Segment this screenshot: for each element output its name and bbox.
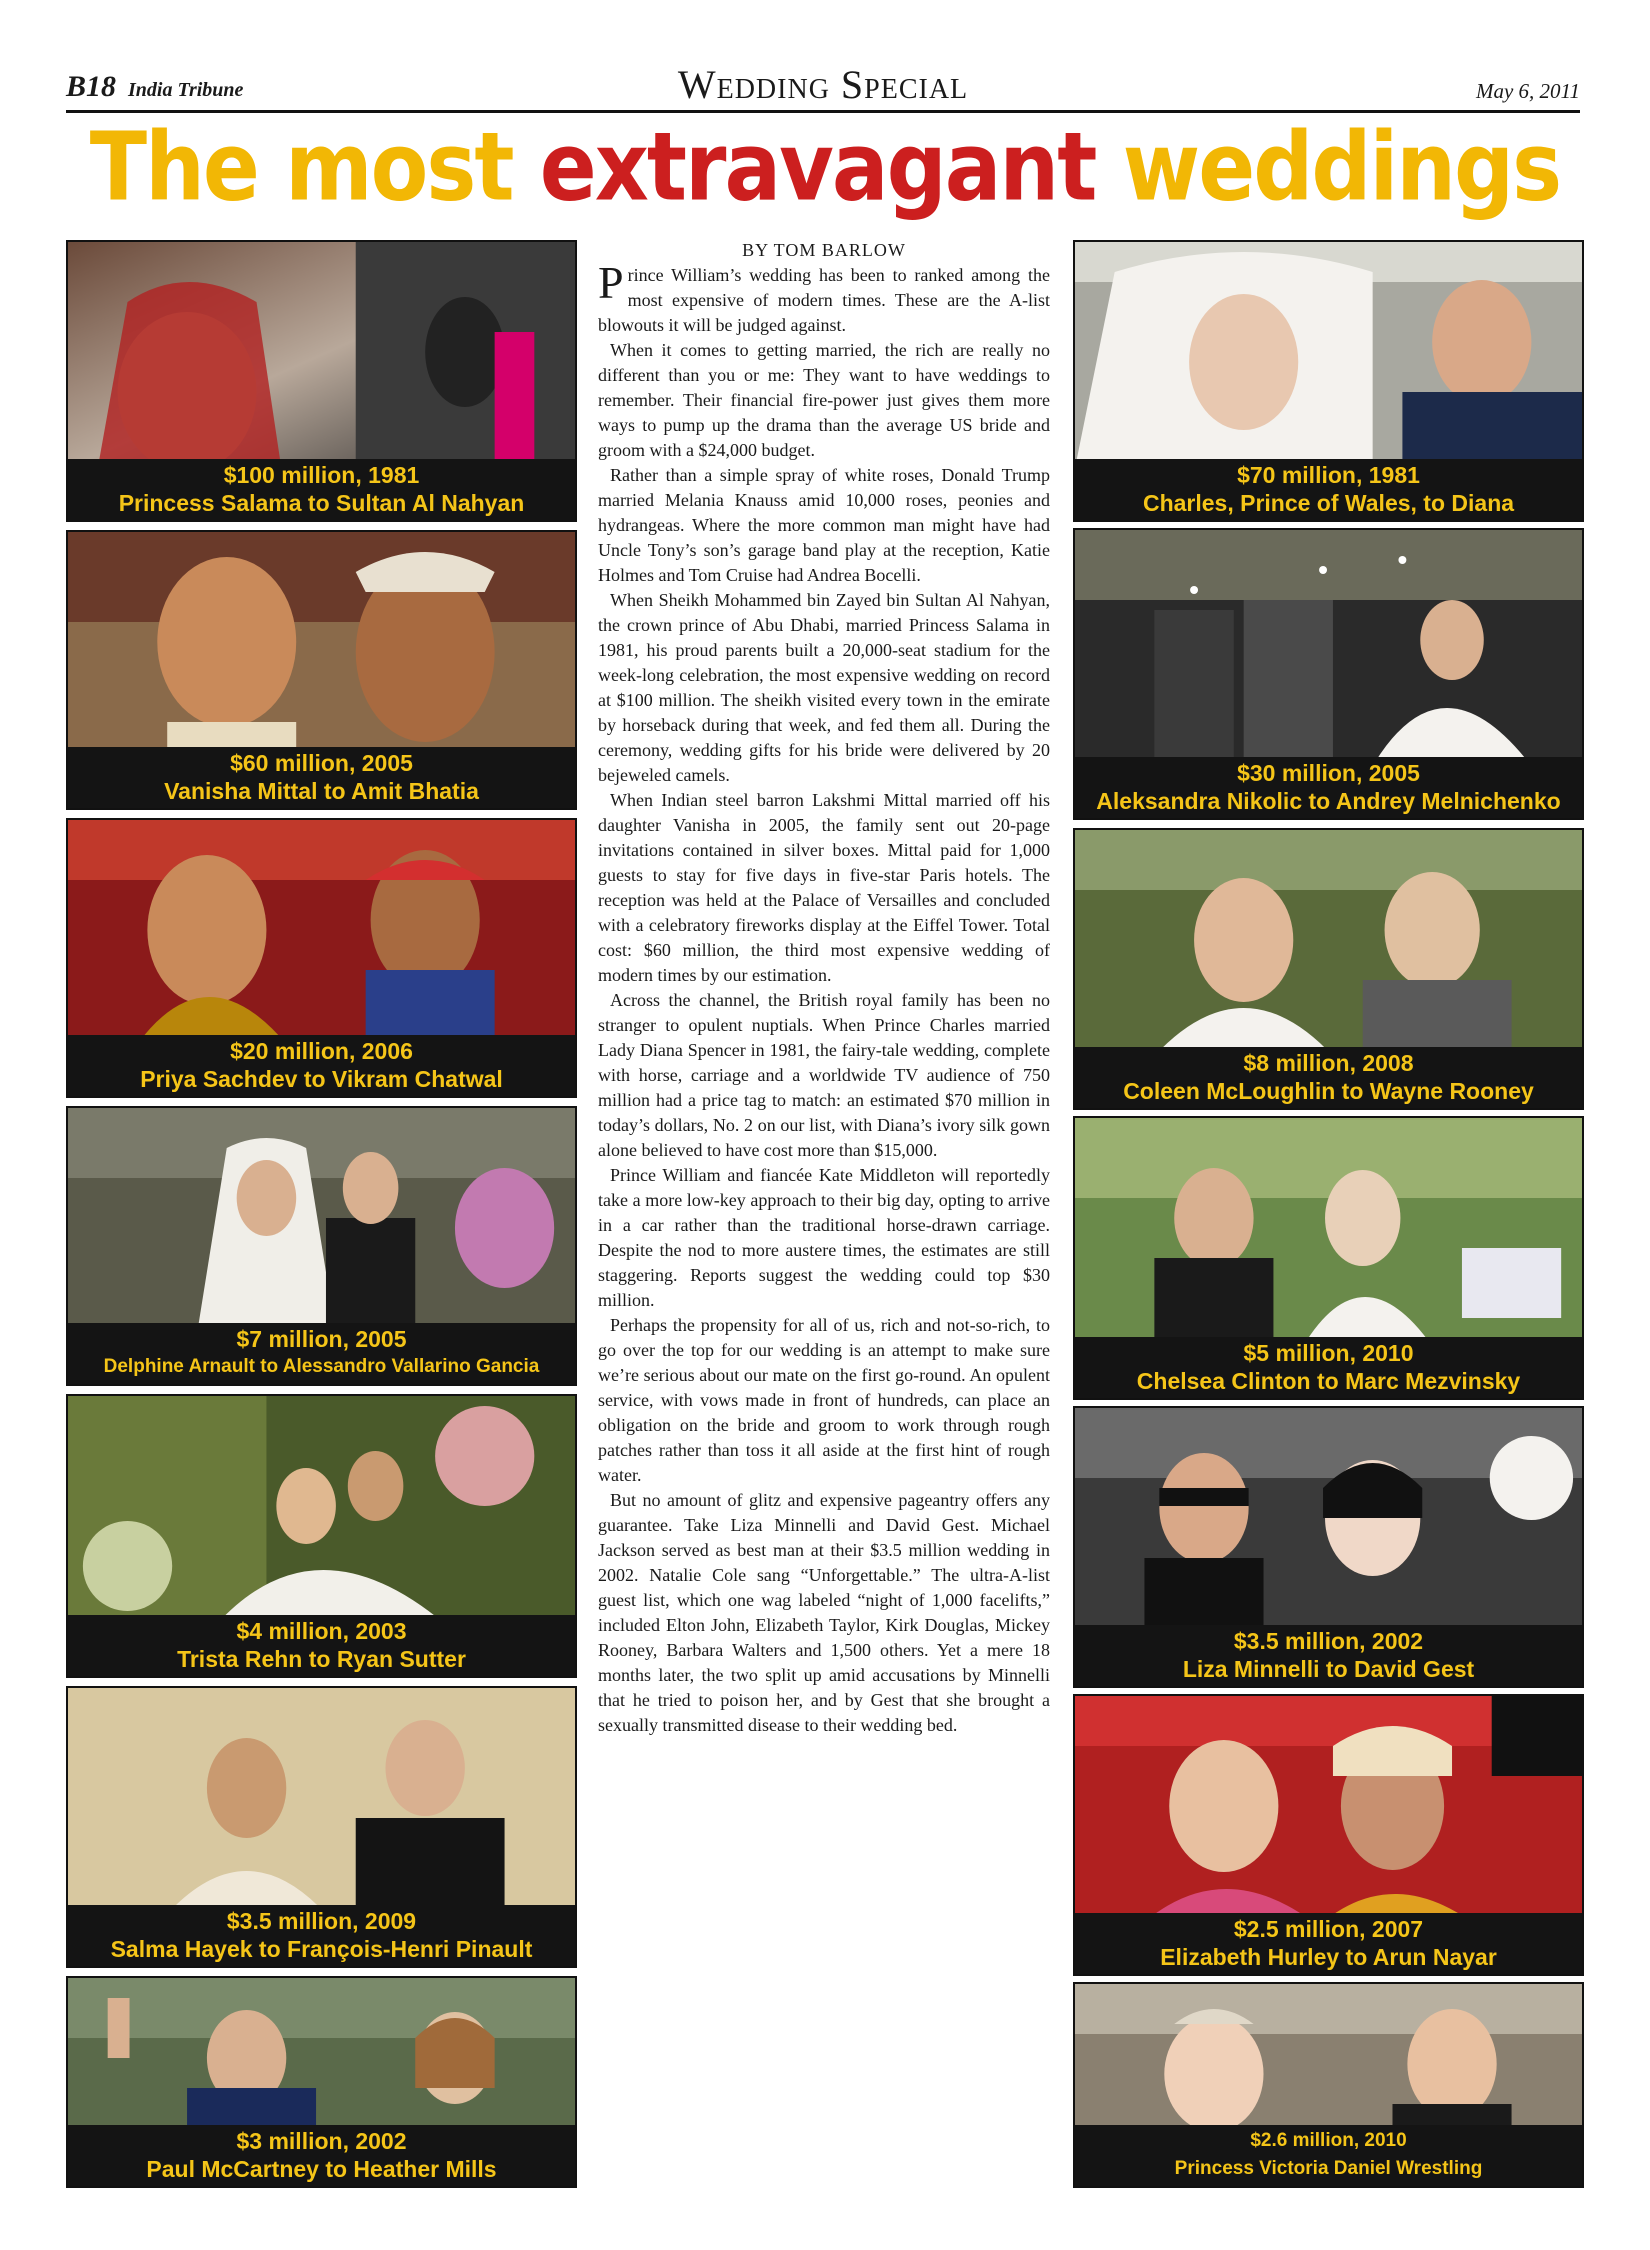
caption-names: Priya Sachdev to Vikram Chatwal: [140, 1066, 503, 1092]
article: [598, 240, 1050, 2190]
photo-card: [1073, 528, 1584, 820]
wedding-photo: [68, 1978, 575, 2134]
headline-part-3: weddings: [1122, 112, 1561, 222]
caption-names: Elizabeth Hurley to Arun Nayar: [1160, 1944, 1497, 1970]
photo-caption: [68, 2125, 575, 2186]
caption-names: Trista Rehn to Ryan Sutter: [177, 1646, 466, 1672]
photo-caption: [68, 1035, 575, 1096]
article-paragraph: When Indian steel barron Lakshmi Mittal married off his daughter Vanisha in 2005, the family sent out 20-page invitations contained in silver boxes. Mittal paid for 1,000 guests to stay for five days in five-star Paris hotels. The reception was held at the Palace of Versailles and concluded with a celebratory fireworks display at the Eiffel Tower. Total cost: $60 million, the third most expensive wedding of modern times by our estimation.: [598, 790, 1050, 985]
photo-card: [1073, 240, 1584, 522]
photo-caption: [1075, 459, 1582, 520]
caption-price: $2.6 million, 2010: [1250, 2130, 1407, 2151]
wedding-photo: [1075, 530, 1582, 766]
photo-card: [66, 818, 577, 1098]
photo-caption: [68, 747, 575, 808]
caption-names: Princess Victoria Daniel Wrestling: [1174, 2158, 1483, 2179]
caption-price: $3.5 million, 2009: [226, 1908, 417, 1934]
article-paragraph: Rather than a simple spray of white roses, Donald Trump married Melania Knauss amid 10,000 roses, peonies and hydrangeas. Where the more common man might have had Uncle Tony’s son’s garage band play at the reception, Katie Holmes and Tom Cruise had Andrea Bocelli.: [598, 465, 1050, 585]
photo-card: [1073, 1116, 1584, 1400]
photo-caption: [68, 1615, 575, 1676]
photo-caption: [1075, 1337, 1582, 1398]
caption-price: $2.5 million, 2007: [1233, 1916, 1424, 1942]
caption-names: Charles, Prince of Wales, to Diana: [1142, 490, 1515, 516]
caption-price: $4 million, 2003: [236, 1618, 407, 1644]
byline: BY TOM BARLOW: [742, 240, 906, 260]
caption-price: $70 million, 1981: [1237, 462, 1420, 488]
photo-caption: [1075, 1625, 1582, 1686]
caption-price: $100 million, 1981: [223, 462, 420, 488]
caption-names: Princess Salama to Sultan Al Nahyan: [118, 490, 525, 516]
photo-caption: [68, 459, 575, 520]
photo-card: [66, 1394, 577, 1678]
section-title: Wedding Special: [677, 62, 969, 107]
caption-price: $3.5 million, 2002: [1233, 1628, 1424, 1654]
article-paragraph: Across the channel, the British royal family has been no stranger to opulent nuptials. When Prince Charles married Lady Diana Spencer in 1981, the fairy-tale wedding, complete with horse, carriage and a worldwide TV audience of 750 million had a price tag to match: an estimated $70 million in today’s dollars, No. 2 on our list, with Diana’s ivory silk gown alone believed to have cost more than $15,000.: [598, 990, 1050, 1160]
wedding-photo: [68, 1396, 575, 1624]
wedding-photo: [68, 820, 575, 1044]
caption-price: $7 million, 2005: [236, 1326, 407, 1352]
article-paragraph: Prince William and fiancée Kate Middleton will reportedly take a more low-key approach to their big day, opting to arrive in a car rather than the traditional horse-drawn carriage. Despite the nod to more austere times, the estimates are still staggering. Reports suggest the wedding could top $30 million.: [598, 1165, 1050, 1310]
drop-cap: P: [598, 257, 624, 308]
caption-names: Vanisha Mittal to Amit Bhatia: [164, 778, 479, 804]
caption-names: Delphine Arnault to Alessandro Vallarino Gancia: [103, 1356, 540, 1377]
photo-card: [66, 530, 577, 810]
photo-card: [1073, 1406, 1584, 1688]
caption-names: Liza Minnelli to David Gest: [1182, 1656, 1475, 1682]
caption-names: Chelsea Clinton to Marc Mezvinsky: [1136, 1368, 1521, 1394]
wedding-photo: [68, 1688, 575, 1914]
wedding-photo: [1075, 1408, 1582, 1634]
wedding-photo: [1075, 830, 1582, 1056]
article-paragraph: [598, 257, 1050, 338]
wedding-photo: [1075, 242, 1582, 468]
photo-card: [1073, 828, 1584, 1110]
headline-part-1: The most: [89, 112, 513, 222]
wedding-photo: [1075, 1696, 1582, 1922]
article-paragraph: Perhaps the propensity for all of us, rich and not-so-rich, to go over the top for our wedding is an attempt to make sure we’re serious about our mate on the first go-round. An opulent service, with vows made in front of hundreds, can place an obligation on the bride and groom to work through rough patches rather than toss it all aside at the first hint of rough water.: [598, 1315, 1050, 1485]
masthead: [66, 60, 1580, 110]
article-paragraph: When Sheikh Mohammed bin Zayed bin Sultan Al Nahyan, the crown prince of Abu Dhabi, married Princess Salama in 1981, his proud parents built a 20,000-seat stadium for the week-long celebration, the most expensive wedding on record at $100 million. The sheikh visited every town in the emirate by horseback during that week, and fed them all. During the ceremony, wedding gifts for his bride were delivered by 20 bejeweled camels.: [598, 590, 1050, 785]
caption-names: Paul McCartney to Heather Mills: [146, 2156, 497, 2182]
page-number: B18: [66, 70, 117, 103]
caption-price: $20 million, 2006: [230, 1038, 413, 1064]
paragraph-text: rince William’s wedding has been to ranked among the most expensive of modern times. These are the A-list blowouts it will be judged against.: [598, 265, 1050, 335]
article-paragraph: But no amount of glitz and expensive pageantry offers any guarantee. Take Liza Minnelli and David Gest. Michael Jackson served as best man at their $3.5 million wedding in 2002. Natalie Cole sang “Unforgettable.” The ultra-A-list guest list, which one wag labeled “night of 1,000 facelifts,” included Elton John, Elizabeth Taylor, Kirk Douglas, Mickey Rooney, Barbara Walters and 1,500 others. Yet a mere 18 months later, the two split up amid accusations by Minnelli that he tried to poison her, and by Gest that she brought a sexually transmitted disease to their wedding bed.: [598, 1490, 1050, 1735]
wedding-photo: [68, 532, 575, 756]
caption-price: $30 million, 2005: [1237, 760, 1420, 786]
caption-names: Coleen McLoughlin to Wayne Rooney: [1123, 1078, 1534, 1104]
publication-name: India Tribune: [128, 79, 244, 101]
photo-card: [66, 1106, 577, 1386]
caption-price: $8 million, 2008: [1243, 1050, 1414, 1076]
wedding-photo: [68, 242, 575, 468]
photo-caption: [1075, 757, 1582, 818]
wedding-photo: [1075, 1984, 1582, 2136]
article-body: [598, 257, 1050, 1738]
caption-price: $60 million, 2005: [230, 750, 413, 776]
photo-caption: [68, 1905, 575, 1966]
photo-card: [1073, 1982, 1584, 2188]
issue-date: May 6, 2011: [1475, 79, 1580, 103]
caption-names: Aleksandra Nikolic to Andrey Melnichenko: [1096, 788, 1561, 814]
page-headline: [0, 112, 1650, 222]
wedding-photo: [1075, 1118, 1582, 1346]
photo-caption: [1075, 2125, 1582, 2186]
photo-card: [66, 1686, 577, 1968]
photo-card: [1073, 1694, 1584, 1976]
headline-part-2: extravagant: [539, 112, 1096, 222]
caption-names: Salma Hayek to François-Henri Pinault: [110, 1936, 533, 1962]
wedding-photo: [68, 1108, 575, 1334]
photo-caption: [68, 1323, 575, 1384]
photo-card: [66, 240, 577, 522]
photo-card: [66, 1976, 577, 2188]
caption-price: $5 million, 2010: [1243, 1340, 1414, 1366]
photo-caption: [1075, 1047, 1582, 1108]
photo-caption: [1075, 1913, 1582, 1974]
article-paragraph: When it comes to getting married, the rich are really no different than you or me: They want to have weddings to remember. Their financial fire-power just gives them more ways to pump up the drama than the average US bride and groom with a $24,000 budget.: [598, 340, 1050, 460]
caption-price: $3 million, 2002: [236, 2128, 407, 2154]
